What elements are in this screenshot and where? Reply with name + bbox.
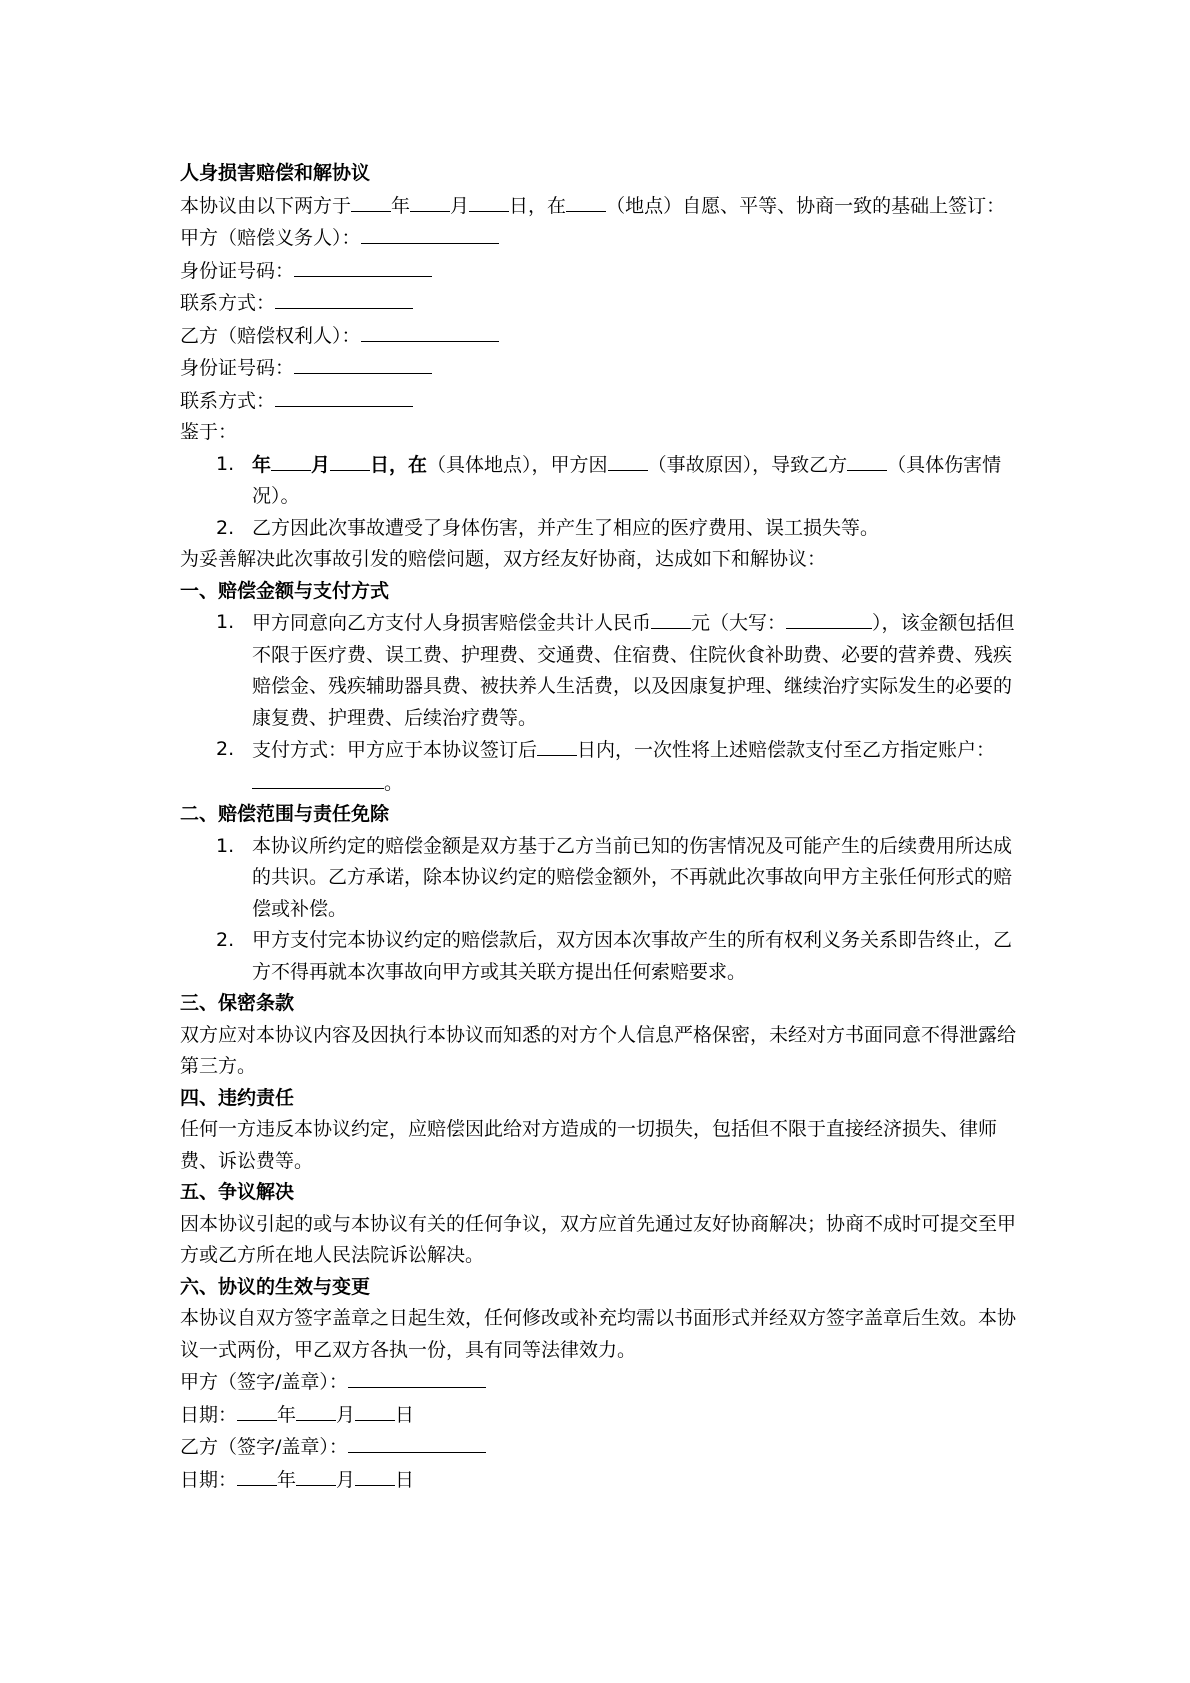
list-number: 1. [216, 611, 235, 633]
party-a-id-line [180, 255, 1018, 288]
party-b-sign-label: 乙方（签字/盖章）： [180, 1436, 348, 1458]
whereas-day: 日，在 [370, 453, 428, 476]
list-number: 1. [216, 834, 235, 857]
party-b-id-line [180, 352, 1018, 385]
blank-account [252, 767, 384, 789]
section5-text: 因本协议引起的或与本协议有关的任何争议，双方应首先通过友好协商解决；协商不成时可提交至甲方或乙方所在地人民法院诉讼解决。 [180, 1212, 1017, 1266]
whereas-text: （具体伤害情况）。 [252, 453, 1002, 507]
intro-text: 本协议由以下两方于 [180, 194, 352, 217]
date-year: 年 [277, 1468, 297, 1491]
agreement-body [180, 158, 1018, 1496]
blank-amount [651, 607, 691, 629]
whereas-conclusion: 为妥善解决此次事故引发的赔偿问题，双方经友好协商，达成如下和解协议： [180, 548, 827, 570]
blank [355, 1464, 395, 1486]
party-a-id-blank [294, 255, 432, 277]
section-heading-3: 三、保密条款 [180, 992, 295, 1014]
intro-day: 日，在 [509, 194, 567, 217]
section1-item-2 [180, 734, 1018, 799]
section2-item-2 [180, 925, 1018, 988]
list-number: 1. [216, 452, 235, 475]
intro-month: 月 [450, 194, 470, 217]
party-a-sign-blank [348, 1366, 486, 1388]
blank [296, 1399, 336, 1421]
section-heading-1: 一、赔偿金额与支付方式 [180, 579, 390, 602]
blank [847, 449, 887, 471]
blank-amount-words [786, 607, 872, 629]
blank [330, 449, 370, 471]
whereas-label: 鉴于： [180, 421, 238, 443]
document-title: 人身损害赔偿和解协议 [180, 162, 371, 184]
whereas-year: 年 [252, 453, 272, 476]
party-a-line [180, 222, 1018, 255]
party-b-blank [361, 320, 499, 342]
section2-item-1 [180, 831, 1018, 926]
blank-days [537, 734, 577, 756]
section1-text: 甲方同意向乙方支付人身损害赔偿金共计人民币 [252, 612, 652, 634]
blank-month [410, 190, 450, 212]
party-a-sign-label: 甲方（签字/盖章）： [180, 1371, 348, 1393]
party-a-blank [361, 222, 499, 244]
section1-text: 元（大写： [691, 612, 787, 634]
blank [296, 1464, 336, 1486]
whereas-text: （事故原因），导致乙方 [647, 453, 848, 476]
party-b-signature-line [180, 1431, 1018, 1464]
party-b-label: 乙方（赔偿权利人）： [180, 324, 361, 347]
party-b-sign-blank [348, 1431, 486, 1453]
section-heading-2: 二、赔偿范围与责任免除 [180, 803, 390, 825]
list-number: 2. [216, 738, 235, 760]
whereas-month: 月 [311, 453, 331, 476]
date-year: 年 [277, 1403, 297, 1426]
whereas-item-1 [180, 449, 1018, 513]
date-label: 日期： [180, 1403, 238, 1426]
whereas-item-text: 乙方因此次事故遭受了身体伤害，并产生了相应的医疗费用、误工损失等。 [252, 516, 880, 539]
party-b-date-line [180, 1464, 1018, 1497]
blank [237, 1399, 277, 1421]
date-day: 日 [395, 1403, 415, 1426]
section1-text: 支付方式：甲方应于本协议签订后 [252, 739, 538, 761]
party-a-contact-blank [275, 287, 413, 309]
section6-text: 本协议自双方签字盖章之日起生效，任何修改或补充均需以书面形式并经双方签字盖章后生效。本协议一式两份，甲乙双方各执一份，具有同等法律效力。 [180, 1307, 1017, 1361]
section1-text: 。 [384, 771, 404, 794]
blank [237, 1464, 277, 1486]
list-number: 2. [216, 516, 235, 539]
blank [608, 449, 648, 471]
section1-item-1 [180, 607, 1018, 734]
section1-text: ），该金额包括但不限于医疗费、误工费、护理费、交通费、住宿费、住院伙食补助费、必要的营养费、残疾赔偿金、残疾辅助器具费、被扶养人生活费，以及因康复护理、继续治疗实际发生的必要的康复费、护理费、后续治疗费等。 [252, 612, 1015, 729]
list-number: 2. [216, 929, 235, 951]
party-a-signature-line [180, 1366, 1018, 1399]
blank-year [351, 190, 391, 212]
intro-paragraph [180, 190, 1018, 223]
section-heading-4: 四、违约责任 [180, 1086, 295, 1109]
party-b-id-blank [294, 352, 432, 374]
date-month: 月 [336, 1468, 356, 1491]
blank-place [566, 190, 606, 212]
party-a-id-label: 身份证号码： [180, 259, 295, 282]
party-b-contact-line [180, 385, 1018, 418]
blank-day [469, 190, 509, 212]
party-b-contact-blank [275, 385, 413, 407]
date-month: 月 [336, 1403, 356, 1426]
date-label: 日期： [180, 1468, 238, 1491]
section2-item-text: 甲方支付完本协议约定的赔偿款后，双方因本次事故产生的所有权利义务关系即告终止，乙方不得再就本次事故向甲方或其关联方提出任何索赔要求。 [252, 929, 1013, 983]
party-b-id-label: 身份证号码： [180, 357, 295, 379]
section-heading-6: 六、协议的生效与变更 [180, 1275, 371, 1298]
date-day: 日 [395, 1468, 415, 1491]
section2-item-text: 本协议所约定的赔偿金额是双方基于乙方当前已知的伤害情况及可能产生的后续费用所达成的共识。乙方承诺，除本协议约定的赔偿金额外，不再就此次事故向甲方主张任何形式的赔偿或补偿。 [252, 834, 1013, 920]
blank [271, 449, 311, 471]
intro-year: 年 [391, 194, 411, 217]
section1-text: 日内，一次性将上述赔偿款支付至乙方指定账户： [577, 739, 996, 761]
party-a-contact-line [180, 287, 1018, 320]
party-b-contact-label: 联系方式： [180, 389, 276, 412]
whereas-item-2 [180, 513, 1018, 545]
party-a-contact-label: 联系方式： [180, 292, 276, 314]
whereas-text: （具体地点），甲方因 [427, 453, 608, 476]
blank [355, 1399, 395, 1421]
party-b-line [180, 320, 1018, 353]
party-a-date-line [180, 1399, 1018, 1432]
party-a-label: 甲方（赔偿义务人）： [180, 227, 361, 249]
section3-text: 双方应对本协议内容及因执行本协议而知悉的对方个人信息严格保密，未经对方书面同意不得泄露给第三方。 [180, 1023, 1017, 1077]
section4-text: 任何一方违反本协议约定，应赔偿因此给对方造成的一切损失，包括但不限于直接经济损失、律师费、诉讼费等。 [180, 1118, 998, 1172]
intro-place: （地点）自愿、平等、协商一致的基础上签订： [606, 194, 1006, 217]
section-heading-5: 五、争议解决 [180, 1181, 295, 1203]
